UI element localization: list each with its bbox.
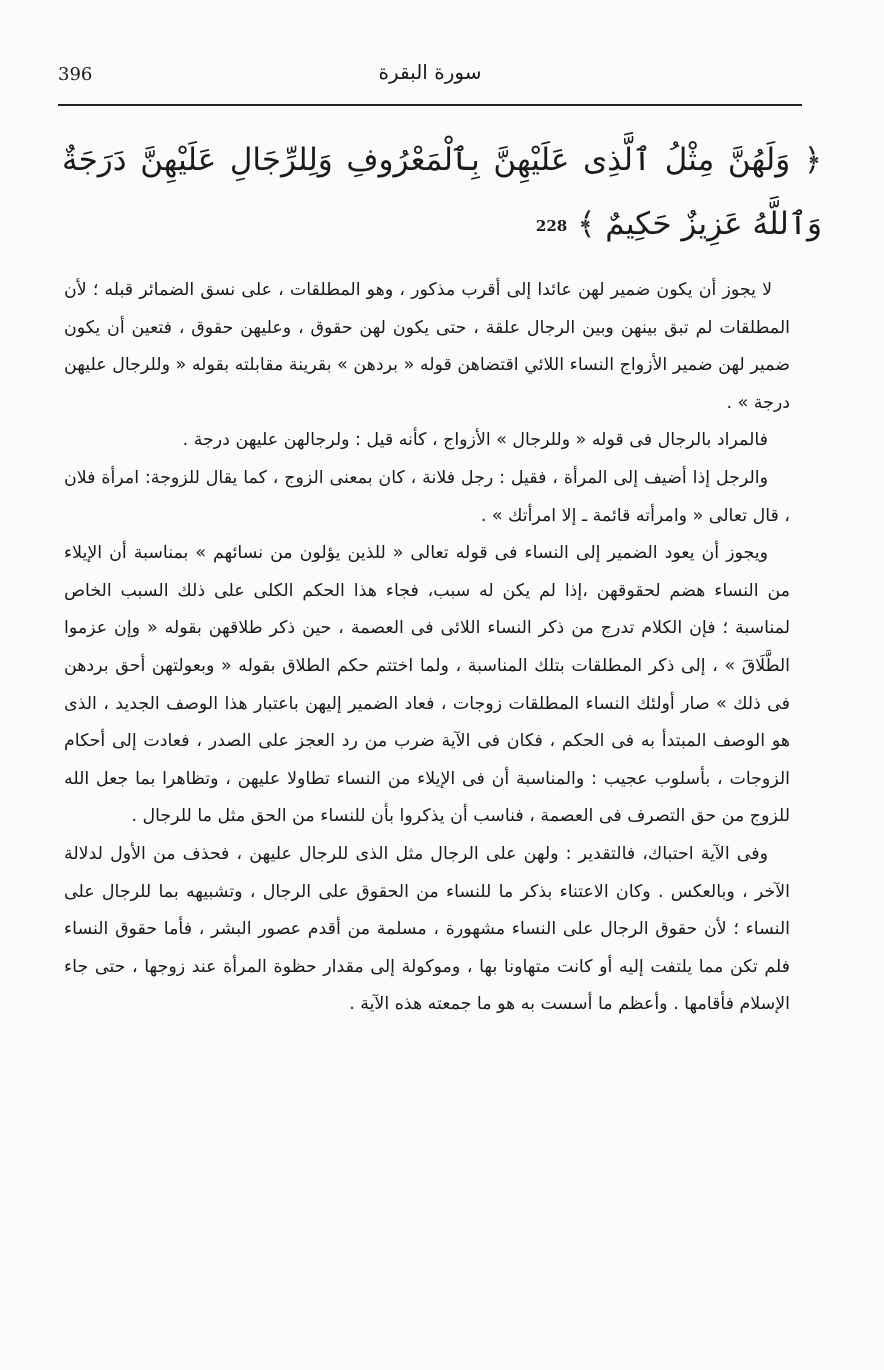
page-header bbox=[58, 58, 802, 98]
verse-text: ﴿ وَلَهُنَّ مِثْلُ ٱلَّذِى عَلَيْهِنَّ بِٱلْمَعْرُوفِ وَلِلرِّجَالِ عَلَيْهِنَّ دَرَجَةٌ وَٱللَّهُ عَزِيزٌ حَكِيمٌ ﴾ bbox=[62, 142, 822, 242]
header-divider bbox=[58, 104, 802, 106]
quran-verse bbox=[62, 128, 822, 258]
paragraph: وفى الآية احتباك، فالتقدير : ولهن على الرجال مثل الذى للرجال عليهن ، فحذف من الأول لدلالة الآخر ، وبالعكس . وكان الاعتناء بذكر ما للنساء من الحقوق على الرجال ، وتشبيهه بما للرجال على النساء ؛ لأن حقوق الرجال على النساء مشهورة ، مسلمة من أقدم عصور البشر ، فأما حقوق النساء فلم تكن مما يلتفت إليه أو كانت متهاونا بها ، وموكولة إلى مقدار حظوة المرأة عند زوجها ، حتى جاء الإسلام فأقامها . وأعظم ما أسست به هو ما جمعته هذه الآية . bbox=[64, 843, 790, 1015]
paragraph: فالمراد بالرجال فى قوله « وللرجال » الأزواج ، كأنه قيل : ولرجالهن عليهن درجة . bbox=[182, 430, 768, 451]
paragraph: والرجل إذا أضيف إلى المرأة ، فقيل : رجل فلانة ، كان بمعنى الزوج ، كما يقال للزوجة: امرأة فلان ، قال تعالى « وامرأته قائمة ـ إلا امرأتك » . bbox=[64, 467, 790, 526]
commentary-body bbox=[64, 272, 790, 1024]
paragraph: ويجوز أن يعود الضمير إلى النساء فى قوله تعالى « للذين يؤلون من نسائهم » بمناسبة أن الإيلاء من النساء هضم لحقوقهن ،إذا لم يكن له سبب، فجاء هذا الحكم الكلى على ذلك السبب الخاص لمناسبة ؛ فإن الكلام تدرج من ذكر النساء اللائى فى العصمة ، حين ذكر طلاقهن بقوله « وإن عزموا الطَّلَاقَ » ، إلى ذكر المطلقات بتلك المناسبة ، ولما اختتم حكم الطلاق بقوله « وبعولتهن أحق بردهن فى ذلك » صار أولئك النساء المطلقات زوجات ، فعاد الضمير إليهن باعتبار هذا الوصف الجديد ، الذى هو الوصف المبتدأ به فى الحكم ، فكان فى الآية ضرب من رد العجز على الصدر ، فعادت إلى أحكام الزوجات ، بأسلوب عجيب : والمناسبة أن فى الإيلاء من النساء تطاولا عليهن ، وتظاهرا بما جعل الله للزوج من حق التصرف فى العصمة ، فناسب أن يذكروا بأن للنساء من الحق مثل ما للرجال . bbox=[64, 543, 790, 827]
page-number: 396 bbox=[58, 64, 93, 85]
verse-number: 228 bbox=[535, 216, 568, 235]
surah-title: سورة البقرة bbox=[378, 60, 482, 84]
paragraph: لا يجوز أن يكون ضمير لهن عائدا إلى أقرب مذكور ، وهو المطلقات ، على نسق الضمائر قبله ؛ لأن المطلقات لم تبق بينهن وبين الرجال علقة ، حتى يكون لهن حقوق ، وعليهن حقوق ، فتعين أن يكون ضمير لهن ضمير الأزواج النساء اللائي اقتضاهن قوله « بردهن » بقرينة مقابلته بقوله « وللرجال عليهن درجة » . bbox=[64, 280, 790, 413]
